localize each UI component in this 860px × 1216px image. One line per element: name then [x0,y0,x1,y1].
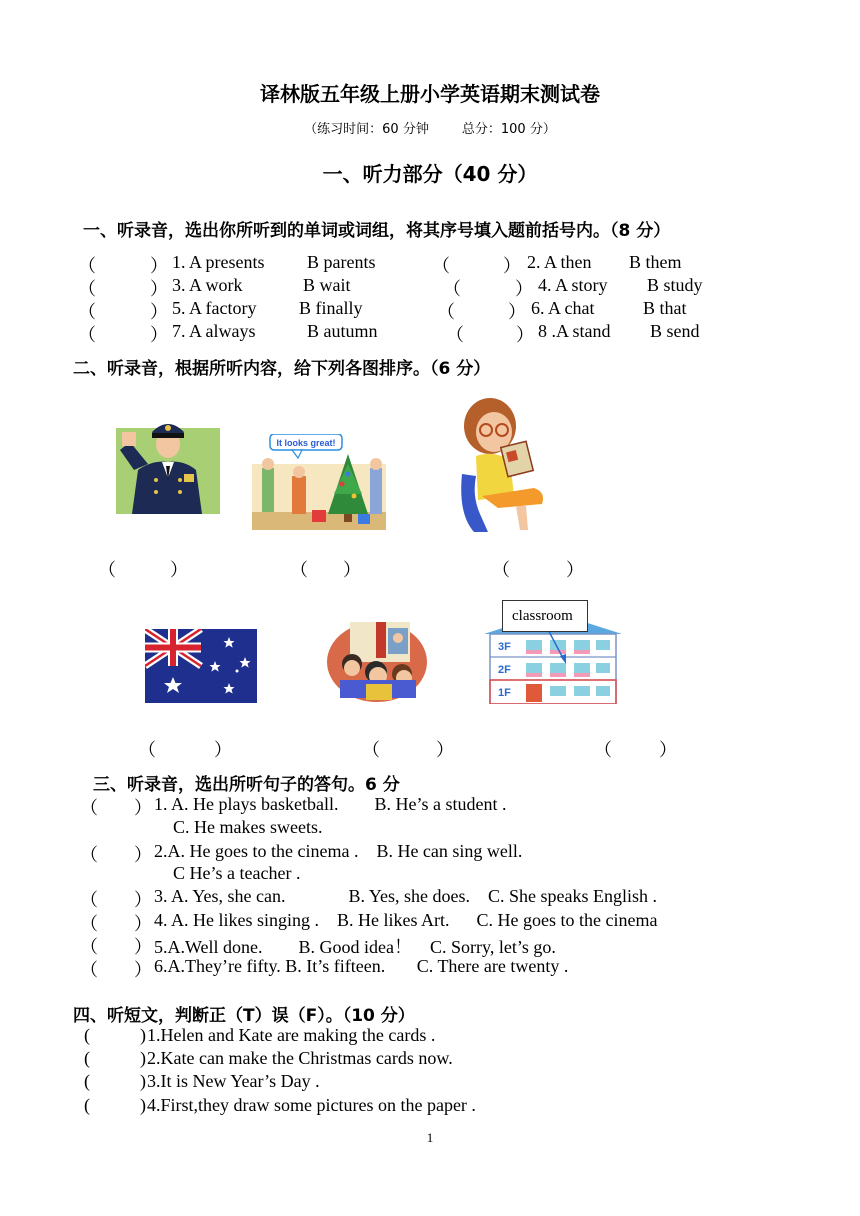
question-text: 5.A.Well done. B. Good idea！ C. Sorry, let’s go. [154,937,556,957]
picture-answer-paren-open[interactable]: （ [290,560,308,580]
answer-paren-close: ） [134,960,152,980]
answer-paren-open[interactable]: （ [78,302,96,322]
question-option-a: 6. A chat [531,298,595,318]
picture-answer-paren-open[interactable]: （ [594,740,612,760]
picture-answer-paren-open[interactable]: （ [362,740,380,760]
picture-answer-paren-close: ） [436,740,454,760]
police-officer-image [112,408,222,514]
question-text: 2.A. He goes to the cinema . B. He can sing well. [154,841,523,861]
question-text: 1. A. He plays basketball. B. He’s a student . [154,794,507,814]
classroom-label: classroom [512,608,573,624]
answer-paren-open[interactable]: （ [80,890,98,910]
answer-paren-close: ） [134,798,152,818]
question-text: C He’s a teacher . [173,863,301,883]
picture-answer-paren-close: ） [170,560,188,580]
answer-paren-close: ） [134,914,152,934]
question-option-a: 3. A work [172,275,243,295]
section1-heading: 一、听录音，选出你所听到的单词或词组，将其序号填入题前括号内。（8 分） [83,221,671,241]
section4-heading: 四、听短文，判断正（T）误（F）。（10 分） [73,1006,415,1026]
answer-paren-close: ） [150,279,168,299]
picture-answer-paren-open[interactable]: （ [138,740,156,760]
answer-paren-open[interactable]: （ [80,937,98,957]
answer-paren-close: ） [134,890,152,910]
question-text: C. He makes sweets. [173,817,323,837]
answer-paren-open[interactable]: （ [80,960,98,980]
answer-paren-close: ） [134,937,152,957]
answer-paren-close: ) [140,1048,146,1068]
answer-paren-close: ） [516,325,534,345]
question-option-a: 8 .A stand [538,321,611,341]
answer-paren-open[interactable]: （ [437,302,455,322]
floor-1f-label: 1F [498,687,511,699]
question-option-a: 2. A then [527,252,592,272]
statement-text: 2.Kate can make the Christmas cards now. [147,1048,453,1068]
answer-paren-close: ） [150,256,168,276]
part-title: 一、听力部分（40 分） [322,162,538,186]
page-number: 1 [426,1130,434,1145]
page-title: 译林版五年级上册小学英语期末测试卷 [260,82,600,106]
question-option-b: B finally [299,298,363,318]
answer-paren-close: ） [503,256,521,276]
question-option-a: 5. A factory [172,298,257,318]
question-option-b: B wait [303,275,351,295]
answer-paren-open[interactable]: （ [80,914,98,934]
question-option-b: B autumn [307,321,378,341]
answer-paren-close: ） [150,325,168,345]
floor-3f-label: 3F [498,641,511,653]
answer-paren-open[interactable]: （ [432,256,450,276]
picture-answer-paren-close: ） [214,740,232,760]
speech-bubble-text: It looks great! [276,438,336,448]
australia-flag-image [145,629,257,703]
picture-answer-paren-close: ） [659,740,677,760]
answer-paren-open[interactable]: ( [84,1048,90,1068]
question-option-a: 7. A always [172,321,256,341]
answer-paren-open[interactable]: ( [84,1095,90,1115]
floor-2f-label: 2F [498,664,511,676]
question-text: 3. A. Yes, she can. B. Yes, she does. C. She speaks English . [154,886,658,906]
question-option-b: B study [647,275,703,295]
picture-answer-paren-open[interactable]: （ [492,560,510,580]
girl-reading-image [454,396,550,534]
answer-paren-open[interactable]: （ [80,798,98,818]
question-option-b: B send [650,321,700,341]
answer-paren-close: ） [508,302,526,322]
answer-paren-open[interactable]: （ [78,325,96,345]
answer-paren-close: ） [134,845,152,865]
picture-answer-paren-close: ） [343,560,361,580]
answer-paren-close: ) [140,1071,146,1091]
answer-paren-close: ) [140,1095,146,1115]
answer-paren-open[interactable]: （ [78,279,96,299]
question-option-b: B parents [307,252,376,272]
answer-paren-close: ） [150,302,168,322]
question-option-b: B them [629,252,682,272]
question-text: 4. A. He likes singing . B. He likes Art. C. He goes to the cinema [154,910,658,930]
answer-paren-open[interactable]: ( [84,1025,90,1045]
answer-paren-close: ） [515,279,533,299]
picture-answer-paren-close: ） [566,560,584,580]
question-text: 6.A.They’re fifty. B. It’s fifteen. C. There are twenty . [154,956,569,976]
question-option-b: B that [643,298,687,318]
christmas-scene-image [252,434,386,530]
statement-text: 4.First,they draw some pictures on the paper . [147,1095,476,1115]
question-option-a: 1. A presents [172,252,265,272]
question-option-a: 4. A story [538,275,608,295]
section2-heading: 二、听录音，根据所听内容，给下列各图排序。（6 分） [73,359,491,379]
cinema-audience-image [326,616,428,704]
answer-paren-open[interactable]: （ [446,325,464,345]
answer-paren-open[interactable]: ( [84,1071,90,1091]
statement-text: 1.Helen and Kate are making the cards . [147,1025,436,1045]
answer-paren-open[interactable]: （ [78,256,96,276]
picture-answer-paren-open[interactable]: （ [98,560,116,580]
answer-paren-open[interactable]: （ [80,845,98,865]
answer-paren-close: ) [140,1025,146,1045]
statement-text: 3.It is New Year’s Day . [147,1071,320,1091]
section3-heading: 三、听录音，选出所听句子的答句。6 分 [93,775,400,795]
page-subtitle: （练习时间：60 分钟 总分：100 分） [304,122,556,137]
answer-paren-open[interactable]: （ [443,279,461,299]
